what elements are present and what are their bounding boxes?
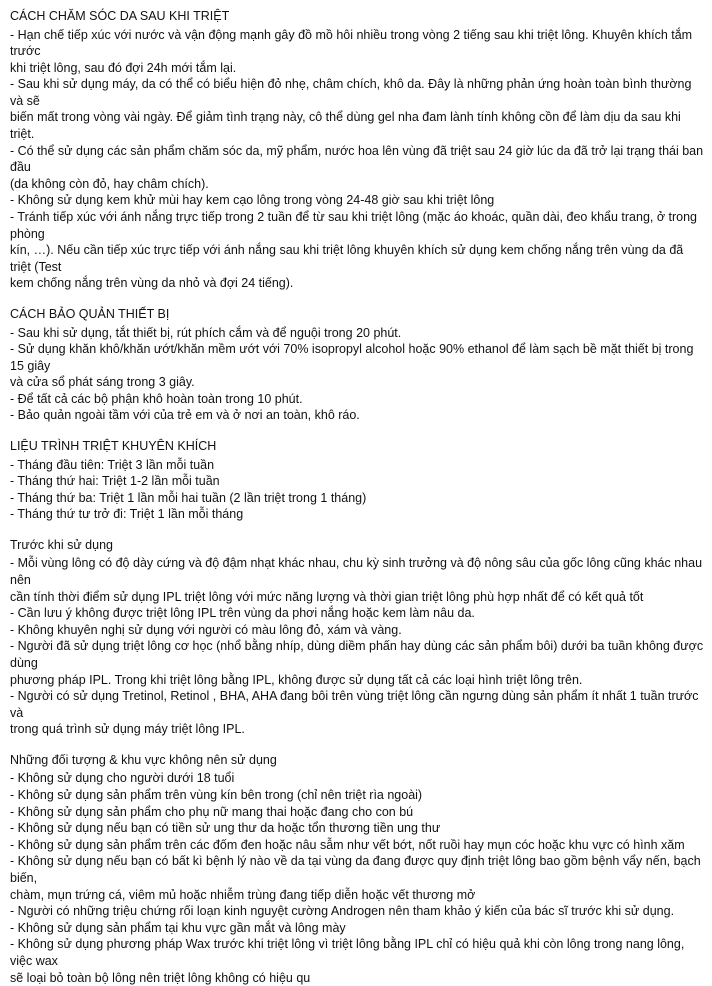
section-bao-quan-thiet-bi [10, 306, 704, 424]
section-lines [10, 457, 704, 523]
text-line: - Mỗi vùng lông có độ dày cứng và độ đậm nhạt khác nhau, chu kỳ sinh trưởng và độ nông sâu của gốc lông cũng khác nhau nên [10, 556, 703, 588]
section-heading: Những đối tượng & khu vực không nên sử dụng [10, 752, 277, 767]
text-line: - Hạn chế tiếp xúc với nước và vận động mạnh gây đồ mồ hôi nhiều trong vòng 2 tiếng sau khi triệt lông. Khuyên khích tắm trước [10, 27, 693, 59]
text-line: - Bảo quản ngoài tầm với của trẻ em và ở nơi an toàn, khô ráo. [10, 408, 360, 423]
section-heading: CÁCH BẢO QUẢN THIẾT BỊ [10, 307, 170, 321]
text-line: kem chống nắng trên vùng da nhỏ và đợi 24 tiếng). [10, 276, 294, 291]
document-body [10, 8, 704, 986]
text-line: - Có thể sử dụng các sản phẩm chăm sóc da, mỹ phẩm, nước hoa lên vùng đã triệt sau 24 giờ lúc da đã trở lại trạng thái ban đầu [10, 143, 704, 175]
text-line: - Không sử dụng sản phẩm cho phụ nữ mang thai hoặc đang cho con bú [10, 804, 414, 819]
section-heading: CÁCH CHĂM SÓC DA SAU KHI TRIỆT [10, 9, 230, 23]
text-line: - Sử dụng khăn khô/khăn ướt/khăn mềm ướt với 70% isopropyl alcohol hoặc 90% ethanol để làm sạch bề mặt thiết bị trong 15 giây [10, 342, 694, 373]
text-line: - Không sử dụng nếu bạn có tiền sử ung thư da hoặc tổn thương tiền ung thư [10, 821, 441, 836]
section-khong-nen-su-dung [10, 752, 704, 986]
text-line: - Để tất cả các bộ phận khô hoàn toàn trong 10 phút. [10, 391, 303, 406]
text-line: sẽ loại bỏ toàn bộ lông nên triệt lông không có hiệu qu [10, 970, 311, 985]
text-line: - Tháng thứ ba: Triệt 1 lần mỗi hai tuần (2 lần triệt trong 1 tháng) [10, 490, 367, 505]
section-lines [10, 27, 704, 293]
text-line: - Tháng thứ hai: Triệt 1-2 lần mỗi tuần [10, 474, 220, 489]
text-line: - Không sử dụng sản phẩm tại khu vực gần mắt và lông mày [10, 920, 346, 935]
text-line: - Không sử dụng nếu bạn có bất kì bệnh lý nào về da tại vùng da đang được quy định triệt lông bao gồm bệnh vẩy nến, bạch biến, [10, 854, 701, 886]
text-line: trong quá trình sử dụng máy triệt lông IPL. [10, 722, 245, 737]
text-line: - Sau khi sử dụng, tắt thiết bị, rút phích cắm và để nguội trong 20 phút. [10, 325, 402, 340]
text-line: kín, …). Nếu cần tiếp xúc trực tiếp với ánh nắng sau khi triệt lông khuyên khích sử dụng kem chống nắng trên vùng da đã triệt (Test [10, 243, 684, 274]
text-line: - Không sử dụng cho người dưới 18 tuổi [10, 771, 235, 786]
text-line: - Không sử dụng sản phẩm trên các đốm đen hoặc nâu sẫm như vết bớt, nốt ruồi hay mụn cóc hoặc khu vực có hình xăm [10, 837, 685, 852]
text-line: - Cần lưu ý không được triệt lông IPL trên vùng da phơi nắng hoặc kem làm nâu da. [10, 606, 475, 621]
section-lines [10, 325, 704, 425]
text-line: cần tính thời điểm sử dụng IPL triệt lông với mức năng lượng và thời gian triệt lông phù hợp nhất để có kết quả tốt [10, 589, 644, 604]
section-sau-khi-triet [10, 8, 704, 292]
text-line: - Tháng thứ tư trở đi: Triệt 1 lần mỗi tháng [10, 507, 244, 522]
text-line: phương pháp IPL. Trong khi triệt lông bằng IPL, không được sử dụng tất cả các loại hình triệt lông trên. [10, 672, 583, 687]
text-line: - Người đã sử dụng triệt lông cơ học (nhổ bằng nhíp, dùng diềm phấn hay dùng các sản phẩm bôi) dưới ba tuần không được dùng [10, 639, 704, 670]
text-line: - Tháng đầu tiên: Triệt 3 lần mỗi tuần [10, 457, 215, 472]
text-line: - Không khuyên nghị sử dụng với người có màu lông đỏ, xám và vàng. [10, 622, 402, 637]
text-line: - Tránh tiếp xúc với ánh nắng trực tiếp trong 2 tuần để từ sau khi triệt lông (mặc áo khoác, quần dài, đeo khẩu trang, ở trong phòng [10, 210, 697, 241]
text-line: - Không sử dụng kem khử mùi hay kem cạo lông trong vòng 24-48 giờ sau khi triệt lông [10, 193, 495, 208]
text-line: biến mất trong vòng vài ngày. Để giảm tình trạng này, cô thể dùng gel nha đam lành tính không cồn để làm dịu da sau khi triệt. [10, 110, 681, 142]
section-heading: LIỆU TRÌNH TRIỆT KHUYÊN KHÍCH [10, 439, 217, 454]
text-line: (da không còn đỏ, hay châm chích). [10, 176, 209, 191]
section-lines [10, 770, 704, 986]
section-heading: Trước khi sử dụng [10, 537, 113, 552]
text-line: chàm, mụn trứng cá, viêm mủ hoặc nhiễm trùng đang tiếp diễn hoặc vết thương mở [10, 887, 476, 902]
text-line: khi triệt lông, sau đó đợi 24h mới tắm lại. [10, 60, 237, 75]
text-line: - Người có sử dụng Tretinol, Retinol , BHA, AHA đang bôi trên vùng triệt lông cần ngưng dùng sản phẩm ít nhất 1 tuần trước và [10, 689, 699, 720]
text-line: - Người có những triệu chứng rối loạn kinh nguyệt cường Androgen nên tham khảo ý kiến của bác sĩ trước khi sử dụng. [10, 904, 675, 919]
text-line: và cửa sổ phát sáng trong 3 giây. [10, 375, 195, 390]
text-line: - Sau khi sử dụng máy, da có thể có biểu hiện đỏ nhẹ, châm chích, khô da. Đây là những phản ứng hoàn toàn bình thường và sẽ [10, 77, 692, 108]
section-lieu-trinh [10, 438, 704, 523]
text-line: - Không sử dụng phương pháp Wax trước khi triệt lông vì triệt lông bằng IPL chỉ có hiệu quả khi còn lông trong nang lông, việc wax [10, 937, 685, 968]
section-truoc-khi-su-dung [10, 537, 704, 738]
text-line: - Không sử dụng sản phẩm trên vùng kín bên trong (chỉ nên triệt rìa ngoài) [10, 788, 423, 803]
